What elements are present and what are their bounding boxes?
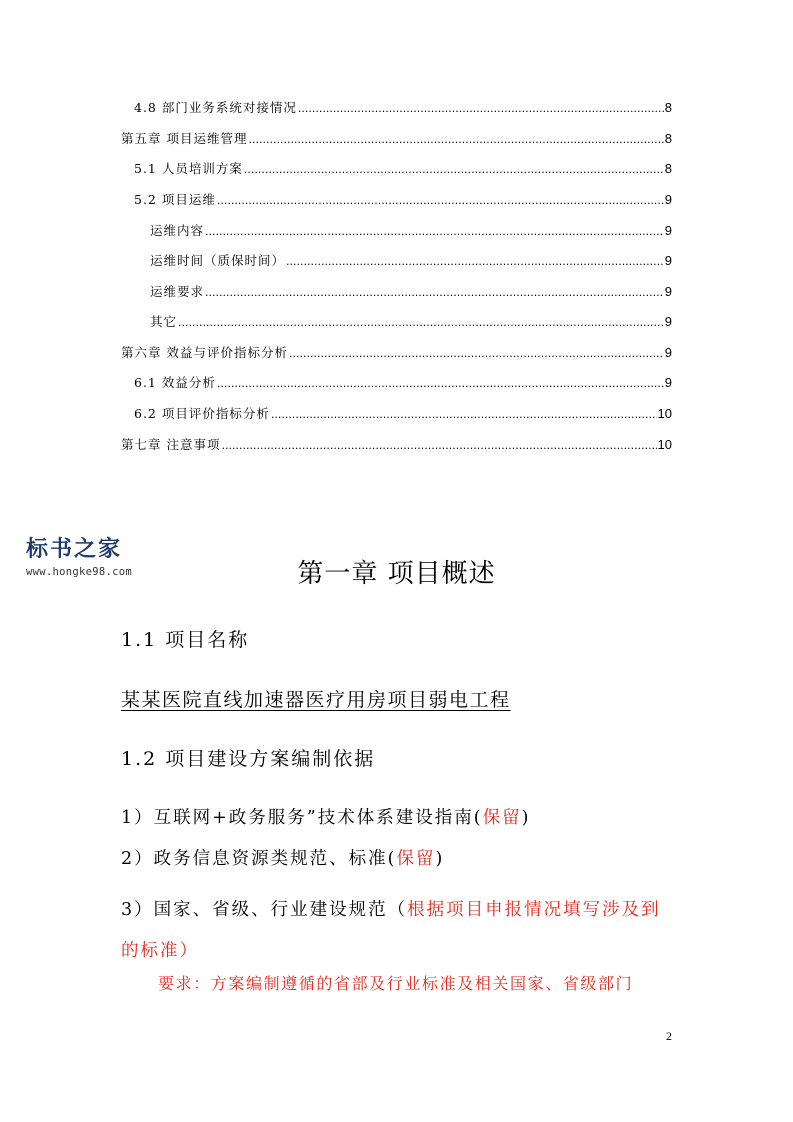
toc-entry-title: 运维要求	[150, 284, 205, 299]
basis-item-note: 保留	[482, 808, 522, 828]
toc-entry-title: 6.1 效益分析	[134, 375, 216, 390]
toc-entry-title: 运维内容	[150, 223, 205, 238]
basis-item-text: 1）互联网+政务服务”技术体系建设指南(	[121, 808, 483, 828]
toc-entry-title: 运维时间（质保时间）	[150, 253, 286, 268]
toc-entry-page: 9	[664, 345, 672, 360]
toc-entry-title: 第五章 项目运维管理	[121, 131, 248, 146]
watermark-url: www.hongke98.com	[26, 566, 132, 578]
basis-item	[121, 806, 530, 830]
basis-item-tail: )	[521, 808, 531, 828]
page-number: 2	[666, 1029, 672, 1043]
toc-entry-title: 5.1 人员培训方案	[134, 161, 243, 176]
toc-entry-page: 8	[664, 131, 672, 146]
toc-entry-page: 10	[657, 437, 672, 452]
section-heading-1-1: 1.1 项目名称	[121, 629, 250, 651]
toc-entry-page: 9	[664, 314, 672, 329]
toc-entry[interactable]	[134, 375, 672, 392]
toc-entry[interactable]	[150, 314, 672, 331]
toc-entry-page: 9	[664, 375, 672, 390]
toc-entry-title: 5.2 项目运维	[134, 192, 216, 207]
toc-entry[interactable]	[134, 406, 672, 423]
toc-entry-title: 6.2 项目评价指标分析	[134, 406, 270, 421]
basis-item-note: 根据项目申报情况填写涉及到的标准）	[121, 900, 661, 961]
basis-item	[121, 890, 673, 972]
toc-entry-page: 9	[664, 284, 672, 299]
toc-entry-title: 4.8 部门业务系统对接情况	[134, 100, 297, 115]
toc-entry[interactable]	[150, 253, 672, 270]
section-heading-1-2: 1.2 项目建设方案编制依据	[121, 748, 376, 770]
basis-item-text: 3）国家、省级、行业建设规范（	[121, 900, 408, 920]
basis-item-text: 2）政务信息资源类规范、标准(	[121, 849, 397, 869]
toc-entry[interactable]	[121, 345, 672, 362]
watermark-name: 标书之家	[26, 537, 123, 562]
toc-entry-page: 8	[664, 100, 672, 115]
chapter-title: 第一章 项目概述	[297, 559, 496, 589]
basis-item-tail: )	[435, 849, 445, 869]
toc-entry[interactable]	[134, 100, 672, 117]
project-name: 某某医院直线加速器医疗用房项目弱电工程	[121, 689, 511, 711]
toc-entry[interactable]	[134, 192, 672, 209]
toc-entry-page: 9	[664, 223, 672, 238]
toc-entry[interactable]	[121, 437, 672, 454]
toc-entry-page: 9	[664, 192, 672, 207]
basis-item	[121, 847, 444, 871]
basis-item-note: 保留	[396, 849, 436, 869]
toc-entry-page: 8	[664, 161, 672, 176]
toc-entry[interactable]	[134, 161, 672, 178]
toc-entry-title: 其它	[150, 314, 178, 329]
toc-entry-title: 第七章 注意事项	[121, 437, 221, 452]
toc-entry-page: 10	[657, 406, 672, 421]
toc-entry[interactable]	[150, 223, 672, 240]
toc-entry-page: 9	[664, 253, 672, 268]
toc-entry[interactable]	[121, 131, 672, 148]
requirement-note: 要求：方案编制遵循的省部及行业标准及相关国家、省级部门	[158, 974, 634, 993]
toc-entry-title: 第六章 效益与评价指标分析	[121, 345, 288, 360]
toc-entry[interactable]	[150, 284, 672, 301]
